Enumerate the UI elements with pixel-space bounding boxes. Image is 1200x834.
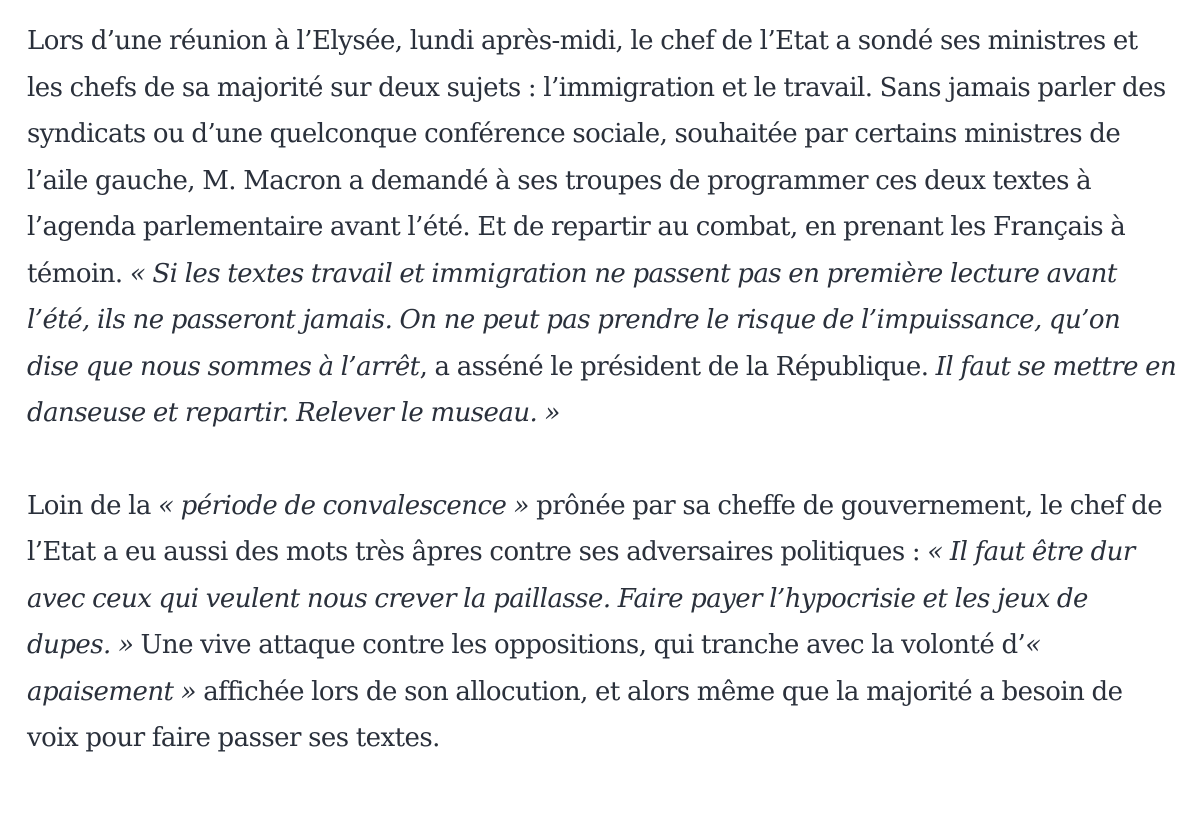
quote-span: « apaisement » <box>27 630 1041 707</box>
text-span: Une vive attaque contre les oppositions, qui tranche avec la volonté d’ <box>133 630 1026 660</box>
paragraph-2 <box>27 483 1178 762</box>
quote-span: Il faut se mettre en danseuse et repartir. Relever le museau. » <box>27 351 1177 428</box>
quote-span: « Si les textes travail et immigration ne passent pas en première lecture avant l’été, ils ne passeront jamais. On ne peut pas prendre le risque de l’impuissance, qu’on dise que nous sommes à l’arrêt <box>27 258 1121 382</box>
text-span: Loin de la <box>27 490 159 521</box>
text-span: affichée lors de son allocution, et alors même que la majorité a besoin de voix pour faire passer ses textes. <box>27 676 1123 753</box>
paragraph-1 <box>27 18 1178 437</box>
text-span: , a asséné le président de la République. <box>419 351 936 382</box>
text-span: Lors d’une réunion à l’Elysée, lundi après-midi, le chef de l’Etat a sondé ses ministres et les chefs de sa majorité sur deux sujets : l’immigration et le travail. Sans jamais parler des syndicats ou d’une quelconque conférence sociale, souhaitée par certains ministres de l’aile gauche, M. Macron a demandé à ses troupes de programmer ces deux textes à l’agenda parlementaire avant l’été. Et de repartir au combat, en prenant les Français à témoin. <box>27 26 1166 289</box>
text-span: prônée par sa cheffe de gouvernement, le chef de l’Etat a eu aussi des mots très âpres contre ses adversaires politiques : <box>27 490 1163 567</box>
quote-span: « période de convalescence » <box>158 490 529 521</box>
quote-span: « Il faut être dur avec ceux qui veulent nous crever la paillasse. Faire payer l’hypocrisie et les jeux de dupes. » <box>27 537 1135 660</box>
